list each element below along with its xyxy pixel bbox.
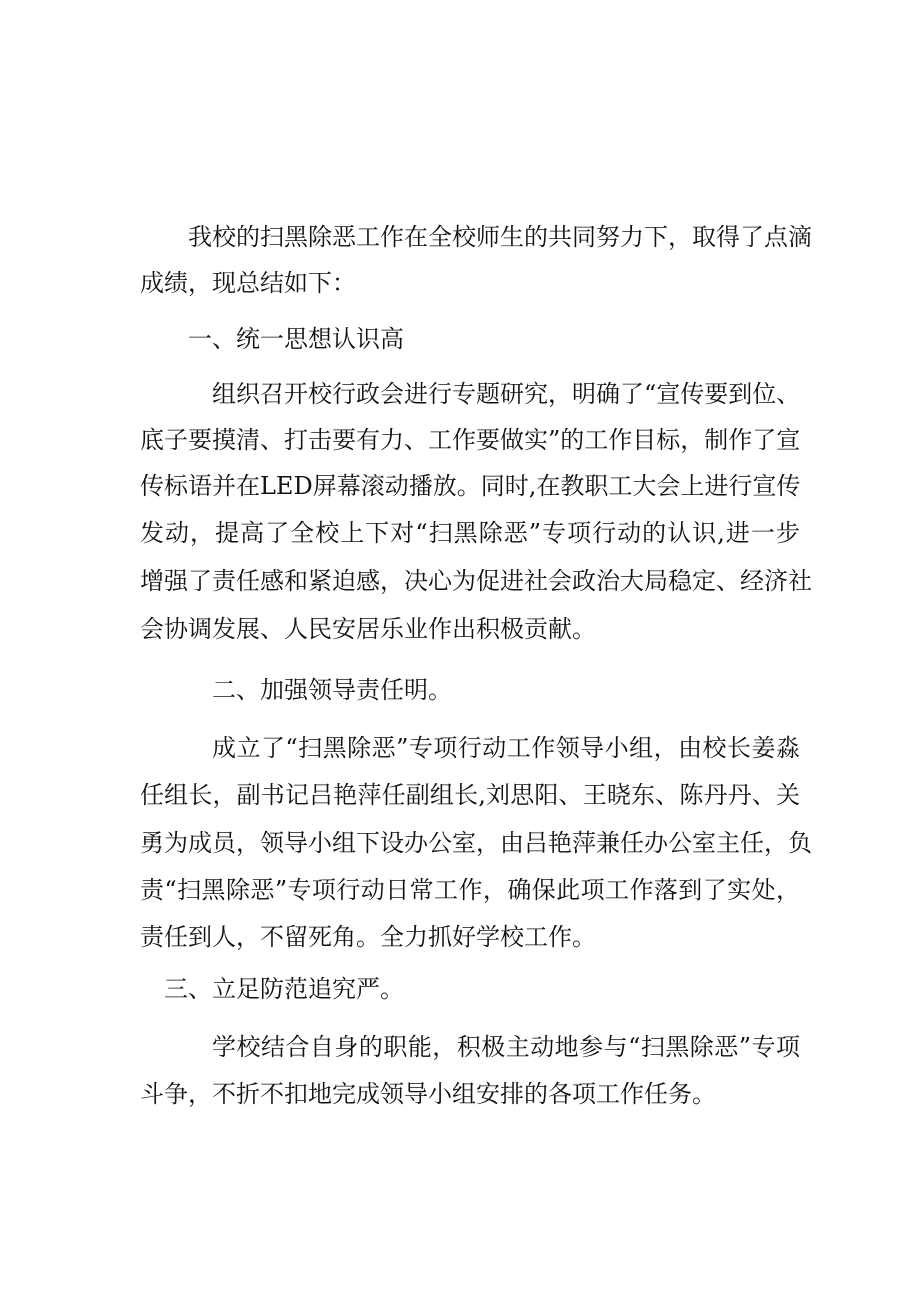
section-1-heading: 一、统一思想认识高 <box>188 325 404 353</box>
section-1-line-4: 发动，提高了全校上下对“扫黑除恶”专项行动的认识,进一步 <box>140 519 800 547</box>
section-2-heading: 二、加强领导责任明。 <box>212 676 452 704</box>
section-3-line-1: 学校结合自身的职能，积极主动地参与“扫黑除恶”专项 <box>212 1033 800 1061</box>
section-1-line-2: 底子要摸清、打击要有力、工作要做实”的工作目标，制作了宣 <box>140 426 801 454</box>
section-1-line-1: 组织召开校行政会进行专题研究，明确了“宣传要到位、 <box>212 380 801 408</box>
section-1-line-3: 传标语并在LED屏幕滚动播放。同时,在教职工大会上进行宣传 <box>140 472 801 500</box>
section-1-line-5: 增强了责任感和紧迫感，决心为促进社会政治大局稳定、经济社 <box>140 567 812 595</box>
section-2-line-2: 任组长，副书记吕艳萍任副组长,刘思阳、王晓东、陈丹丹、关 <box>140 781 800 809</box>
section-1-line-6: 会协调发展、人民安居乐业作出积极贡献。 <box>140 615 596 643</box>
intro-line-2: 成绩，现总结如下： <box>140 269 356 297</box>
section-2-line-5: 责任到人，不留死角。全力抓好学校工作。 <box>140 923 596 951</box>
section-2-line-1: 成立了“扫黑除恶”专项行动工作领导小组，由校长姜淼 <box>212 734 800 762</box>
section-2-line-3: 勇为成员，领导小组下设办公室，由吕艳萍兼任办公室主任，负 <box>140 829 812 857</box>
intro-line-1: 我校的扫黑除恶工作在全校师生的共同努力下，取得了点滴 <box>188 223 812 251</box>
section-3-heading: 三、立足防范追究严。 <box>164 975 404 1003</box>
section-3-line-2: 斗争，不折不扣地完成领导小组安排的各项工作任务。 <box>140 1080 716 1108</box>
section-2-line-4: 责“扫黑除恶”专项行动日常工作，确保此项工作落到了实处， <box>140 876 800 904</box>
